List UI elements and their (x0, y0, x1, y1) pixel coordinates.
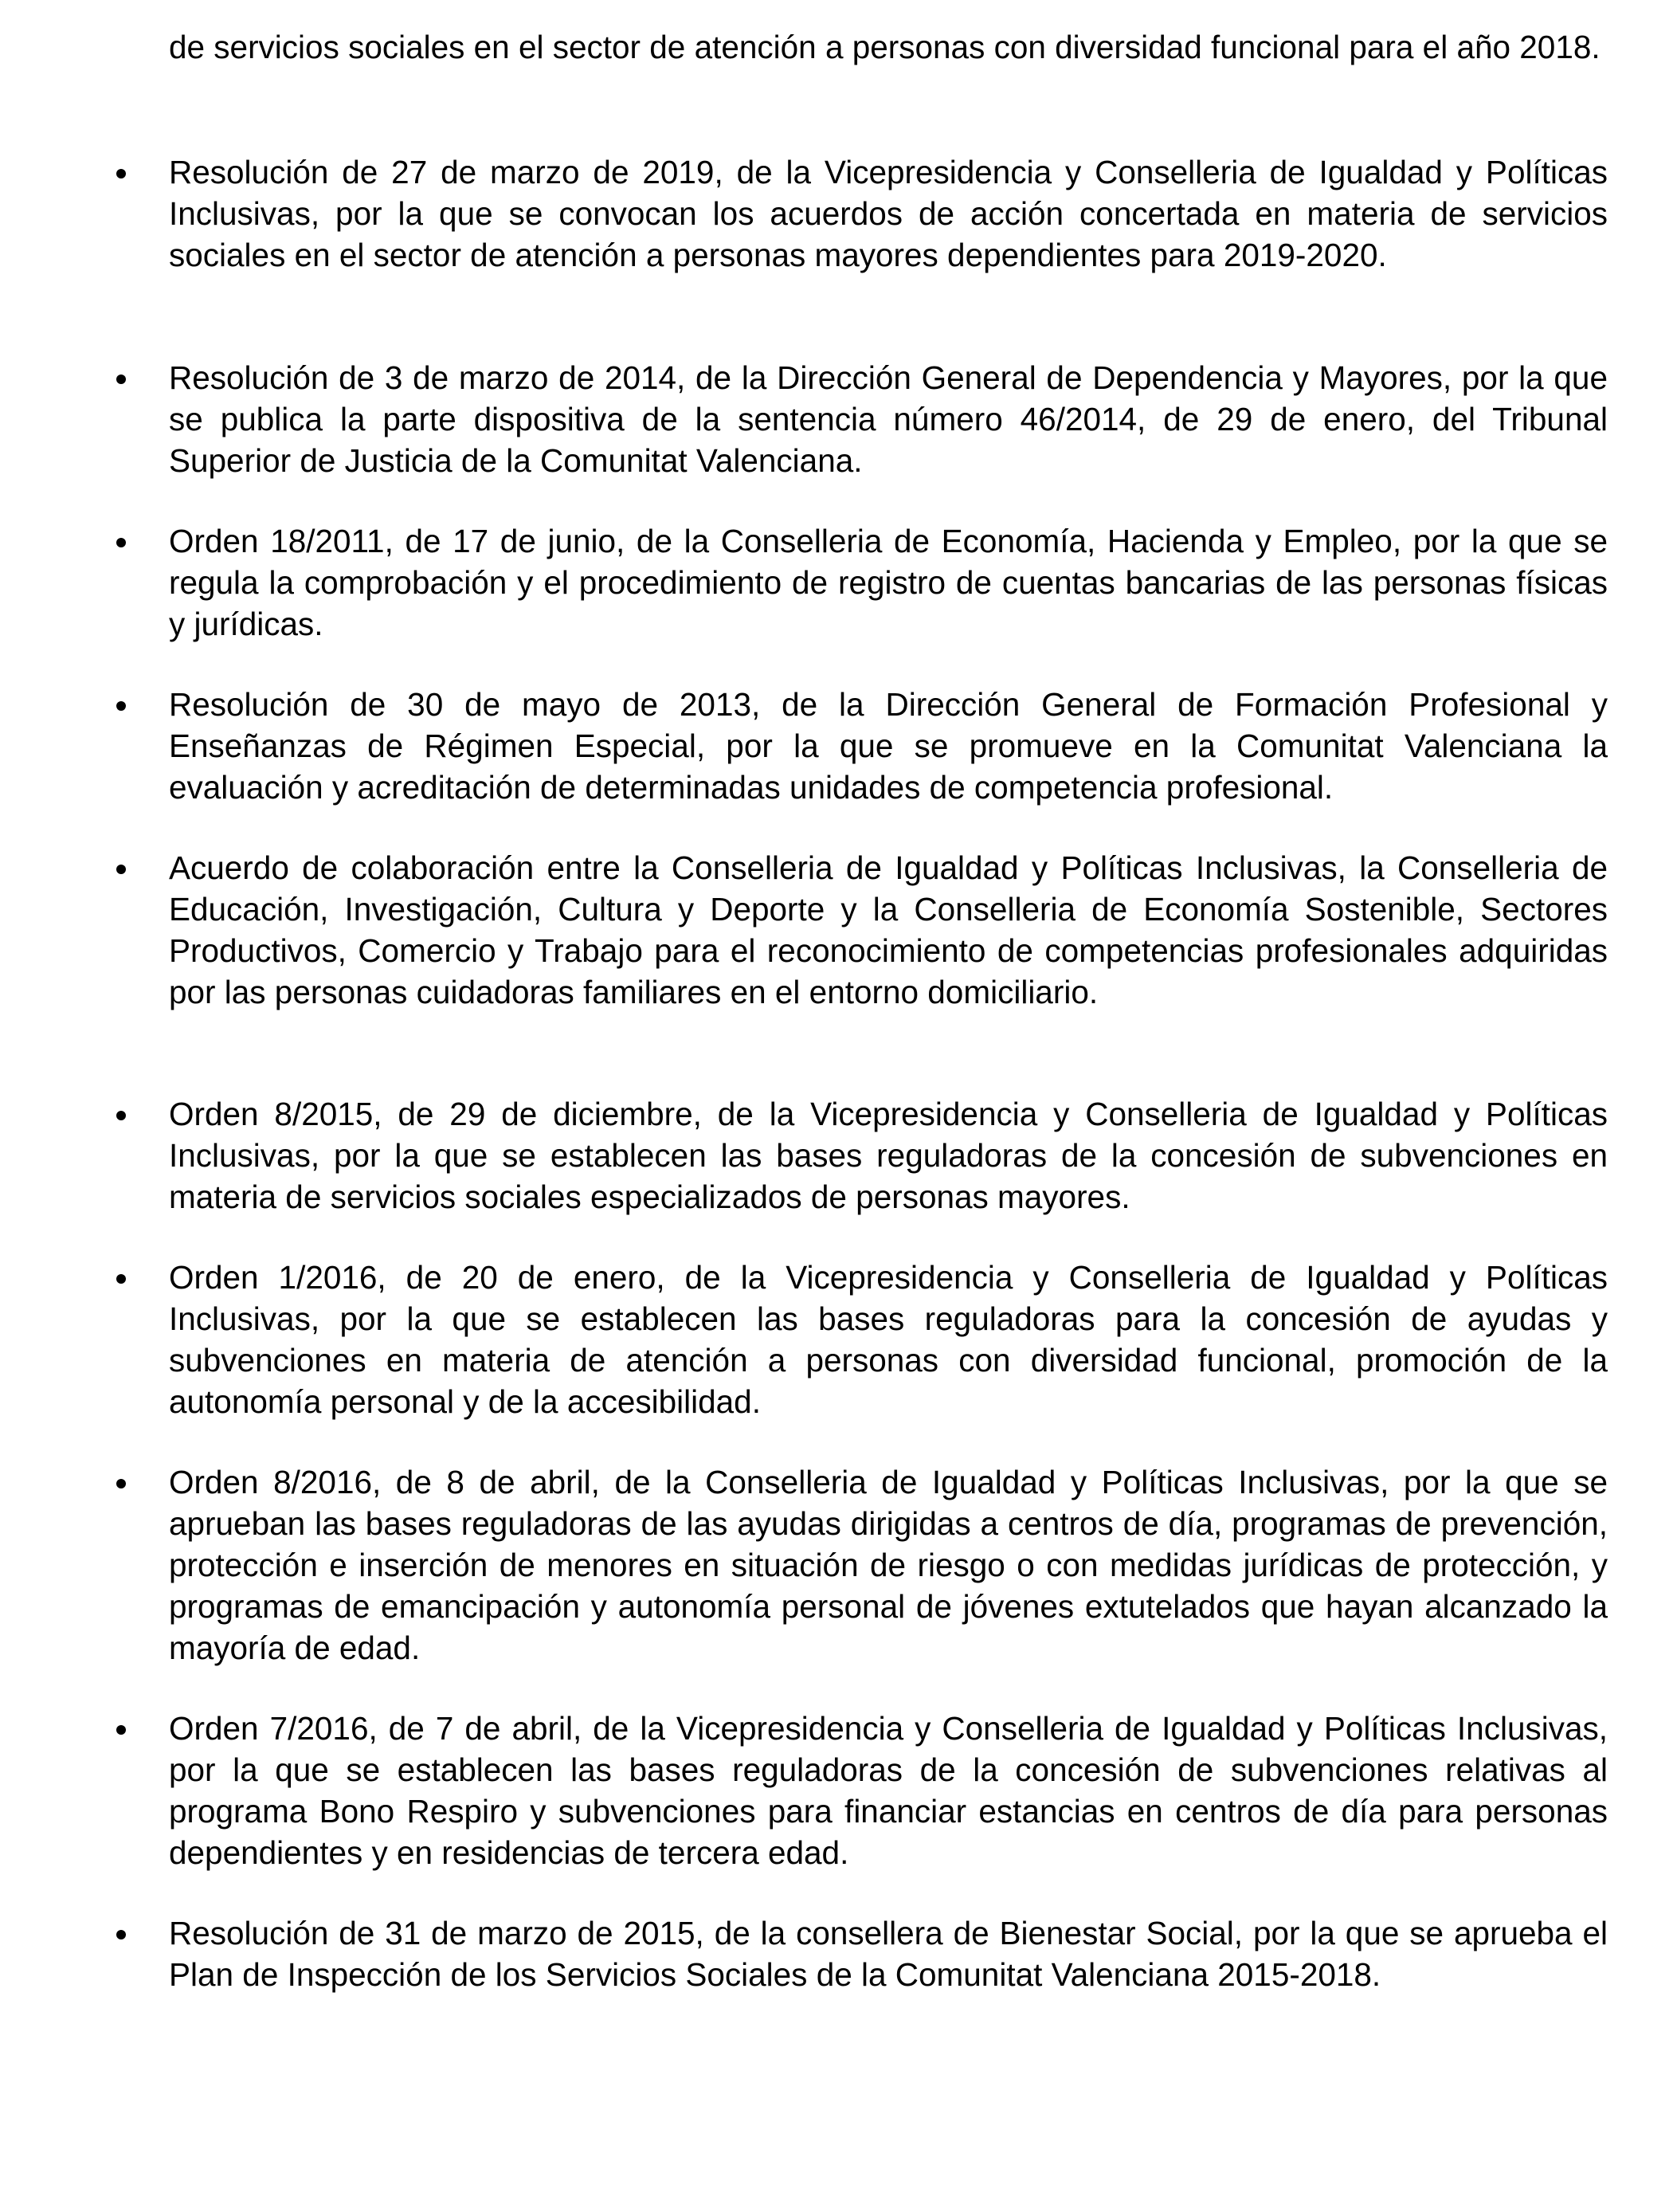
list-item-text: Orden 8/2015, de 29 de diciembre, de la Vicepresidencia y Conselleria de Igualdad y Políticas Inclusivas, por la que se establecen las bases reguladoras de la concesión de subvenciones en materia de servicios sociales especializados de personas mayores. (169, 1096, 1608, 1215)
list-item-text: Resolución de 30 de mayo de 2013, de la Dirección General de Formación Profesional y Enseñanzas de Régimen Especial, por la que se promueve en la Comunitat Valenciana la evaluación y acreditación de determinadas unidades de competencia profesional. (169, 686, 1608, 806)
bullet-icon (116, 1725, 126, 1735)
list-item-text: Orden 1/2016, de 20 de enero, de la Vicepresidencia y Conselleria de Igualdad y Políticas Inclusivas, por la que se establecen las bases reguladoras para la concesión de ayudas y subvenciones en materia de atención a personas con diversidad funcional, promoción de la autonomía personal y de la accesibilidad. (169, 1259, 1608, 1420)
list-item-text: Resolución de 27 de marzo de 2019, de la Vicepresidencia y Conselleria de Igualdad y Políticas Inclusivas, por la que se convocan los acuerdos de acción concertada en materia de servicios sociales en el sector de atención a personas mayores dependientes para 2019-2020. (169, 154, 1608, 273)
list-item-text: Orden 18/2011, de 17 de junio, de la Conselleria de Economía, Hacienda y Empleo, por la que se regula la comprobación y el procedimiento de registro de cuentas bancarias de las personas físicas y jurídicas. (169, 523, 1608, 642)
bullet-icon (116, 1111, 126, 1120)
bullet-icon (116, 169, 126, 178)
list-item-text: Orden 8/2016, de 8 de abril, de la Conselleria de Igualdad y Políticas Inclusivas, por la que se aprueban las bases reguladoras de las ayudas dirigidas a centros de día, programas de prevención, protección e inserción de menores en situación de riesgo o con medidas jurídicas de protección, y programas de emancipación y autonomía personal de jóvenes extutelados que hayan alcanzado la mayoría de edad. (169, 1464, 1608, 1666)
list-item-text: Resolución de 3 de marzo de 2014, de la Dirección General de Dependencia y Mayores, por la que se publica la parte dispositiva de la sentencia número 46/2014, de 29 de enero, del Tribunal Superior de Justicia de la Comunitat Valenciana. (169, 359, 1608, 479)
bullet-icon (116, 375, 126, 384)
list-item-text: Resolución de 31 de marzo de 2015, de la consellera de Bienestar Social, por la que se aprueba el Plan de Inspección de los Servicios Sociales de la Comunitat Valenciana 2015-2018. (169, 1915, 1608, 1993)
bullet-icon (116, 538, 126, 547)
bullet-icon (116, 865, 126, 874)
bullet-icon (116, 1274, 126, 1284)
list-item-text: Orden 7/2016, de 7 de abril, de la Vicepresidencia y Conselleria de Igualdad y Políticas Inclusivas, por la que se establecen las bases reguladoras de la concesión de subvenciones relativas al programa Bono Respiro y subvenciones para financiar estancias en centros de día para personas dependientes y en residencias de tercera edad. (169, 1710, 1608, 1871)
bullet-icon (116, 1930, 126, 1939)
list-item-text: Acuerdo de colaboración entre la Conselleria de Igualdad y Políticas Inclusivas, la Conselleria de Educación, Investigación, Cultura y Deporte y la Conselleria de Economía Sostenible, Sectores Productivos, Comercio y Trabajo para el reconocimiento de competencias profesionales adquiridas por las personas cuidadoras familiares en el entorno domiciliario. (169, 849, 1608, 1010)
bullet-icon (116, 701, 126, 711)
bullet-icon (116, 1479, 126, 1488)
continuation-paragraph: de servicios sociales en el sector de atención a personas con diversidad funcional para el año 2018. (169, 29, 1601, 65)
